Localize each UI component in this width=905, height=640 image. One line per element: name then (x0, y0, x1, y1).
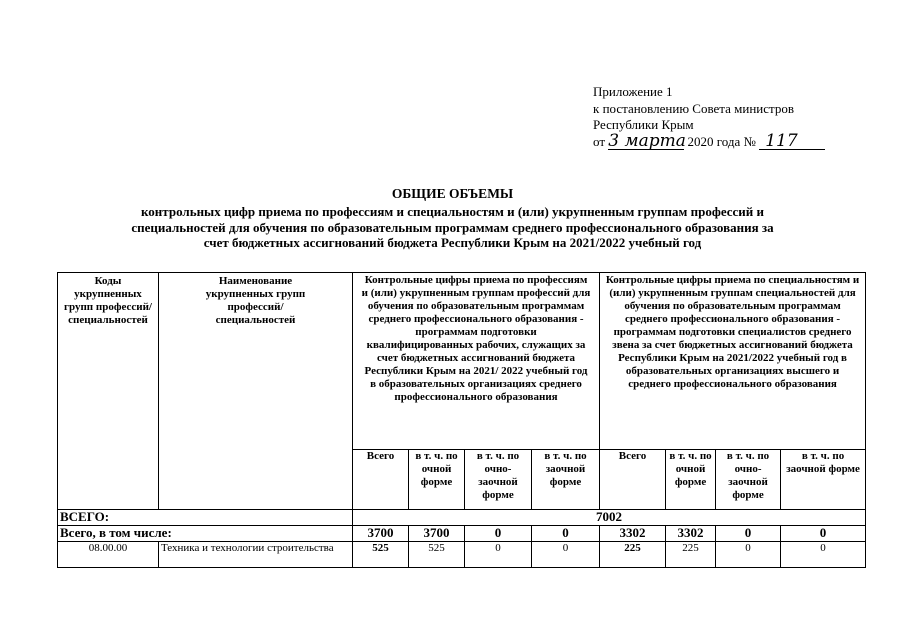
header-group-specialists: Контрольные цифры приема по специальностям и (или) укрупненным группам специальностей для обучения по образовательным программам среднего профессионального образования - программам подготовки специалистов среднего звена за счет бюджетных ассигнований бюджета Республики Крым на 2021/2022 учебный год в образовательных организациях высшего и среднего профессионального образования (600, 273, 866, 450)
admission-table (57, 272, 866, 568)
row-name: Техника и технологии строительства (159, 542, 353, 568)
handwritten-date: 3 марта (608, 130, 686, 151)
subtitle-line-3: счет бюджетных ассигнований бюджета Республики Крым на 2021/2022 учебный год (203, 235, 702, 250)
document-subtitle (0, 204, 905, 251)
including-row (58, 526, 866, 542)
total-label: ВСЕГО: (58, 510, 353, 526)
incl-value: 3302 (600, 526, 666, 542)
appendix-date-line (593, 130, 825, 151)
row-value: 525 (409, 542, 465, 568)
row-value: 0 (716, 542, 781, 568)
row-value: 0 (781, 542, 866, 568)
subtitle-line-2: специальностей для обучения по образовательным программам среднего профессионального образования за (131, 219, 774, 235)
total-row (58, 510, 866, 526)
row-value: 0 (532, 542, 600, 568)
subheader-extramural: в т. ч. по заочной форме (532, 450, 600, 510)
table-row (58, 542, 866, 568)
subheader-total-2: Всего (600, 450, 666, 510)
incl-value: 3700 (409, 526, 465, 542)
year-text: 2020 года № (687, 133, 756, 149)
subheader-extramural-2: в т. ч. по заочной форме (781, 450, 866, 510)
row-value: 0 (465, 542, 532, 568)
header-names: Наименование укрупненных групп профессий/ специальностей (159, 273, 353, 510)
row-value: 525 (353, 542, 409, 568)
appendix-line-3: Республики Крым (593, 117, 694, 132)
header-codes: Коды укрупненных групп профессий/ специальностей (58, 273, 159, 510)
total-value: 7002 (353, 510, 866, 526)
incl-value: 3700 (353, 526, 409, 542)
header-group-workers: Контрольные цифры приема по профессиям и (или) укрупненным группам профессий для обучения по образовательным программам среднего профессионального образования - программам подготовки квалифицированных рабочих, служащих за счет бюджетных ассигнований бюджета Республики Крым на 2021/ 2022 учебный год в образовательных организациях среднего профессионального образования (353, 273, 600, 450)
row-value: 225 (666, 542, 716, 568)
document-title: ОБЩИЕ ОБЪЕМЫ (391, 186, 514, 201)
appendix-line-2: к постановлению Совета министров (593, 100, 794, 116)
from-prefix: от (593, 133, 606, 149)
appendix-block (593, 84, 825, 150)
subheader-parttime-2: в т. ч. по очно-заочной форме (716, 450, 781, 510)
incl-value: 3302 (666, 526, 716, 542)
incl-value: 0 (781, 526, 866, 542)
incl-value: 0 (465, 526, 532, 542)
subheader-fulltime-2: в т. ч. по очной форме (666, 450, 716, 510)
subheader-fulltime: в т. ч. по очной форме (409, 450, 465, 510)
subheader-parttime: в т. ч. по очно-заочной форме (465, 450, 532, 510)
subheader-total: Всего (353, 450, 409, 510)
including-label: Всего, в том числе: (58, 526, 353, 542)
header-row-1 (58, 273, 866, 450)
incl-value: 0 (532, 526, 600, 542)
handwritten-number: 117 (759, 134, 825, 150)
appendix-line-1: Приложение 1 (593, 84, 673, 99)
subtitle-line-1: контрольных цифр приема по профессиям и специальностям и (или) укрупненным группам профессий и (140, 204, 765, 219)
row-code: 08.00.00 (58, 542, 159, 568)
incl-value: 0 (716, 526, 781, 542)
row-value: 225 (600, 542, 666, 568)
